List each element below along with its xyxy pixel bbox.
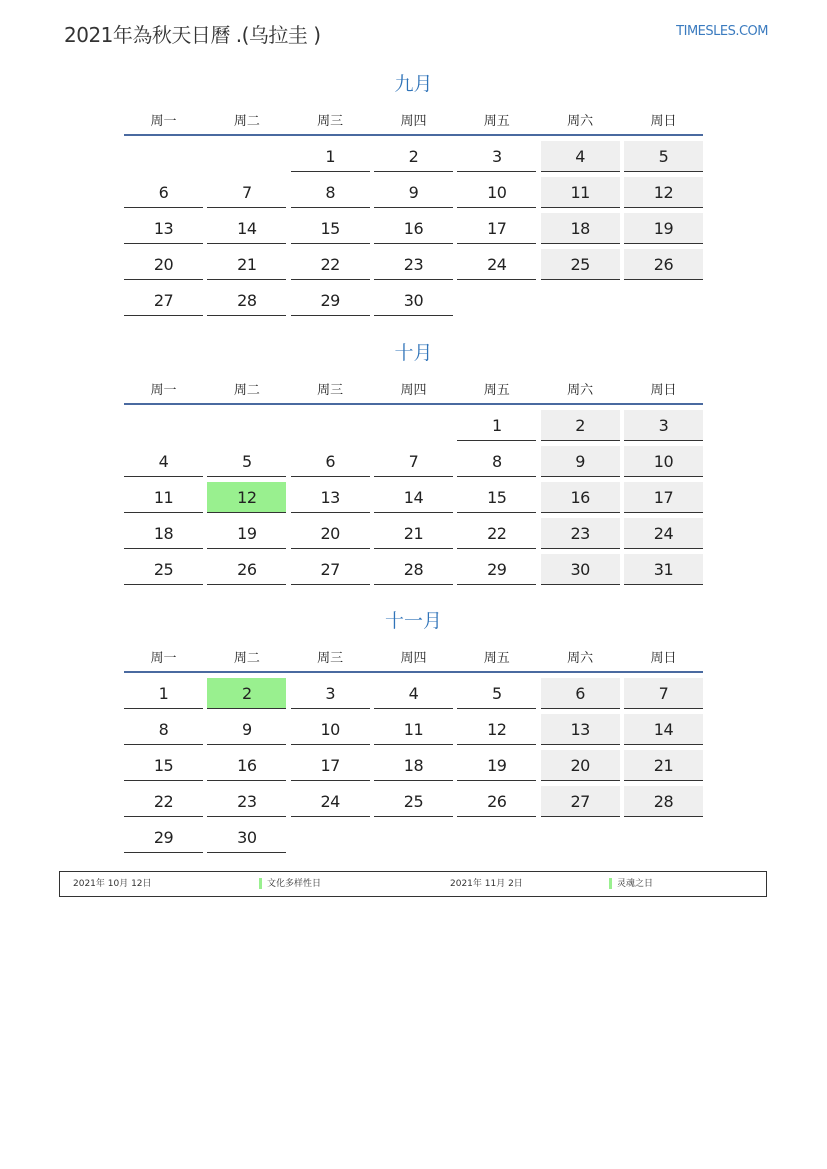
day-cell: 10 — [457, 177, 536, 208]
day-cell: 7 — [374, 446, 453, 477]
day-cell: 2 — [541, 410, 620, 441]
day-cell: 27 — [124, 285, 203, 316]
day-cell: 25 — [124, 554, 203, 585]
day-cell: 29 — [124, 822, 203, 853]
weekday-label: 周日 — [650, 113, 677, 129]
day-cell: 22 — [457, 518, 536, 549]
day-cell: 8 — [457, 446, 536, 477]
weekday-label: 周一 — [150, 382, 177, 398]
empty-day-cell — [124, 141, 203, 172]
weekday-label: 周四 — [400, 382, 427, 398]
day-cell: 5 — [207, 446, 286, 477]
empty-day-cell — [207, 410, 286, 441]
day-cell: 21 — [207, 249, 286, 280]
day-cell: 26 — [624, 249, 703, 280]
day-cell: 17 — [624, 482, 703, 513]
day-cell: 22 — [124, 786, 203, 817]
day-cell: 5 — [457, 678, 536, 709]
empty-day-cell — [291, 410, 370, 441]
weekday-label: 周五 — [483, 113, 510, 129]
holiday-legend — [59, 871, 767, 897]
weekday-label: 周三 — [317, 650, 344, 666]
day-cell: 14 — [207, 213, 286, 244]
weekday-label: 周三 — [317, 113, 344, 129]
month-title: 九月 — [394, 73, 433, 95]
day-cell: 16 — [207, 750, 286, 781]
day-cell: 5 — [624, 141, 703, 172]
day-cell: 28 — [374, 554, 453, 585]
day-cell: 4 — [374, 678, 453, 709]
day-cell: 17 — [457, 213, 536, 244]
day-cell: 29 — [457, 554, 536, 585]
day-cell: 23 — [207, 786, 286, 817]
day-cell: 7 — [207, 177, 286, 208]
day-cell: 30 — [207, 822, 286, 853]
day-cell: 20 — [541, 750, 620, 781]
day-cell: 27 — [541, 786, 620, 817]
weekday-header — [124, 373, 703, 405]
site-link[interactable]: TIMESLES.COM — [676, 24, 768, 39]
empty-day-cell — [207, 141, 286, 172]
day-cell: 6 — [291, 446, 370, 477]
day-cell: 31 — [624, 554, 703, 585]
weekday-label: 周三 — [317, 382, 344, 398]
day-cell: 16 — [374, 213, 453, 244]
weekday-label: 周二 — [233, 113, 260, 129]
day-cell: 28 — [207, 285, 286, 316]
month-title: 十月 — [394, 342, 433, 364]
day-cell: 18 — [124, 518, 203, 549]
day-cell: 20 — [124, 249, 203, 280]
day-cell: 23 — [374, 249, 453, 280]
day-cell: 29 — [291, 285, 370, 316]
day-cell: 26 — [457, 786, 536, 817]
day-cell: 19 — [624, 213, 703, 244]
day-cell: 6 — [541, 678, 620, 709]
day-cell: 30 — [374, 285, 453, 316]
day-cell: 11 — [541, 177, 620, 208]
holiday-day-cell: 12 — [207, 482, 286, 513]
day-cell: 1 — [457, 410, 536, 441]
day-cell: 15 — [457, 482, 536, 513]
day-cell: 3 — [624, 410, 703, 441]
day-cell: 6 — [124, 177, 203, 208]
holiday-day-cell: 2 — [207, 678, 286, 709]
day-cell: 17 — [291, 750, 370, 781]
day-cell: 19 — [207, 518, 286, 549]
day-cell: 28 — [624, 786, 703, 817]
day-cell: 12 — [624, 177, 703, 208]
month-september — [124, 70, 703, 316]
legend-color-swatch — [609, 878, 612, 889]
day-cell: 1 — [291, 141, 370, 172]
day-cell: 3 — [457, 141, 536, 172]
legend-date-1: 2021年 10月 12日 — [73, 879, 152, 889]
month-october — [124, 339, 703, 585]
day-cell: 15 — [291, 213, 370, 244]
day-cell: 13 — [291, 482, 370, 513]
weekday-label: 周一 — [150, 650, 177, 666]
weekday-header — [124, 104, 703, 136]
empty-day-cell — [374, 410, 453, 441]
day-cell: 24 — [624, 518, 703, 549]
weekday-label: 周五 — [483, 650, 510, 666]
day-cell: 22 — [291, 249, 370, 280]
weekday-label: 周六 — [567, 650, 594, 666]
day-cell: 19 — [457, 750, 536, 781]
legend-holiday-1: 文化多样性日 — [267, 879, 322, 889]
weekday-label: 周日 — [650, 382, 677, 398]
day-cell: 18 — [541, 213, 620, 244]
day-cell: 11 — [124, 482, 203, 513]
day-cell: 30 — [541, 554, 620, 585]
page-title: 2021年為秋天日曆 .(乌拉圭 ) — [64, 23, 321, 47]
day-cell: 8 — [291, 177, 370, 208]
day-cell: 25 — [374, 786, 453, 817]
day-cell: 7 — [624, 678, 703, 709]
day-cell: 2 — [374, 141, 453, 172]
day-cell: 12 — [457, 714, 536, 745]
legend-date-2: 2021年 11月 2日 — [450, 879, 523, 889]
day-cell: 9 — [207, 714, 286, 745]
weekday-label: 周四 — [400, 113, 427, 129]
weekday-label: 周一 — [150, 113, 177, 129]
weekday-label: 周四 — [400, 650, 427, 666]
day-cell: 8 — [124, 714, 203, 745]
day-cell: 4 — [541, 141, 620, 172]
month-title: 十一月 — [384, 610, 442, 632]
day-cell: 27 — [291, 554, 370, 585]
weekday-label: 周六 — [567, 382, 594, 398]
day-cell: 26 — [207, 554, 286, 585]
day-cell: 14 — [374, 482, 453, 513]
weekday-label: 周日 — [650, 650, 677, 666]
day-cell: 25 — [541, 249, 620, 280]
weekday-label: 周五 — [483, 382, 510, 398]
day-cell: 16 — [541, 482, 620, 513]
day-cell: 4 — [124, 446, 203, 477]
day-cell: 21 — [624, 750, 703, 781]
day-cell: 18 — [374, 750, 453, 781]
day-cell: 10 — [291, 714, 370, 745]
day-cell: 24 — [457, 249, 536, 280]
day-cell: 11 — [374, 714, 453, 745]
day-cell: 21 — [374, 518, 453, 549]
day-cell: 3 — [291, 678, 370, 709]
day-cell: 9 — [541, 446, 620, 477]
weekday-label: 周二 — [233, 650, 260, 666]
day-grid — [124, 678, 703, 853]
empty-day-cell — [124, 410, 203, 441]
day-cell: 13 — [124, 213, 203, 244]
month-november — [124, 607, 703, 853]
day-cell: 9 — [374, 177, 453, 208]
day-cell: 10 — [624, 446, 703, 477]
weekday-label: 周二 — [233, 382, 260, 398]
day-grid — [124, 141, 703, 316]
day-cell: 15 — [124, 750, 203, 781]
day-cell: 14 — [624, 714, 703, 745]
day-cell: 23 — [541, 518, 620, 549]
weekday-header — [124, 641, 703, 673]
weekday-label: 周六 — [567, 113, 594, 129]
day-cell: 20 — [291, 518, 370, 549]
legend-holiday-2: 灵魂之日 — [617, 879, 654, 889]
day-cell: 24 — [291, 786, 370, 817]
day-cell: 1 — [124, 678, 203, 709]
day-grid — [124, 410, 703, 585]
legend-color-swatch — [259, 878, 262, 889]
day-cell: 13 — [541, 714, 620, 745]
